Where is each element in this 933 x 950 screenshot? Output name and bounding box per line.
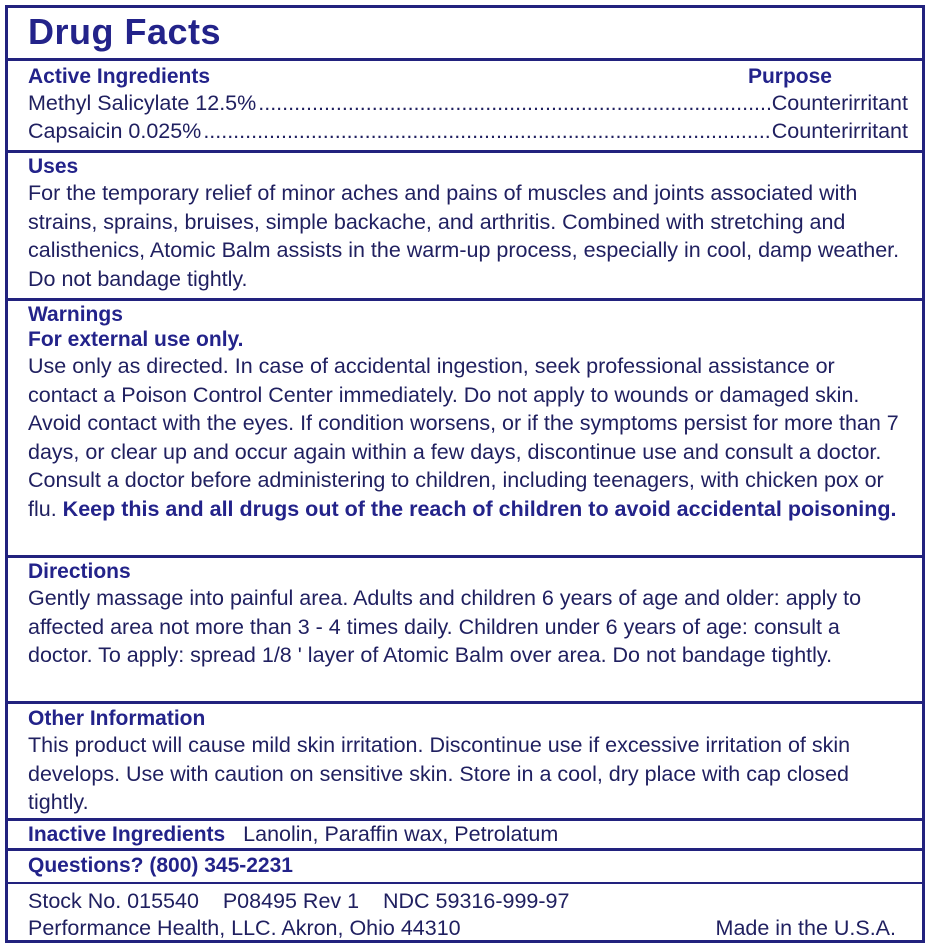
footer-section (8, 888, 922, 942)
revision: P08495 Rev 1 (222, 889, 360, 913)
directions-text: Gently massage into painful area. Adults and children 6 years of age and older: apply to affected area not more than 3 - 4 times daily. Children under 6 years of age: consult a doctor. To apply: spread 1/8 ' layer of Atomic Balm over area. Do not bandage tightly. (28, 586, 862, 667)
questions-divider (8, 882, 922, 884)
ndc-number: NDC 59316-999-97 (383, 889, 570, 913)
uses-divider (8, 298, 922, 301)
inactive-ingredients-section (8, 820, 922, 848)
inactive-ingredients-heading: Inactive Ingredients (28, 823, 226, 846)
ingredient-purpose: Counterirritant (771, 91, 908, 115)
warnings-text: Use only as directed. In case of accidental ingestion, seek professional assistance or contact a Poison Control Center immediately. Do not apply to wounds or damaged skin. Avoid contact with the eyes. If condition worsens, or if the symptoms persist for more than 7 days, or clear up and occur again within a few days, discontinue use and consult a doctor. Consult a doctor before administering to children, including teenagers, with chicken pox or flu. (28, 354, 899, 521)
questions-section (8, 851, 922, 881)
directions-section (8, 559, 922, 670)
active-divider (8, 150, 922, 153)
active-ingredients-section (8, 64, 922, 145)
warnings-body (28, 352, 908, 523)
page-title: Drug Facts (28, 11, 222, 52)
drug-facts-panel (5, 5, 925, 943)
leader-dots (203, 117, 769, 145)
ingredient-name: Methyl Salicylate 12.5% (28, 91, 257, 115)
made-in: Made in the U.S.A. (715, 916, 896, 940)
warnings-section (8, 302, 922, 523)
other-information-heading: Other Information (28, 707, 206, 730)
ingredient-purpose: Counterirritant (771, 119, 908, 143)
other-information-text: This product will cause mild skin irritation. Discontinue use if excessive irritation of skin develops. Use with caution on sensitive skin. Store in a cool, dry place with cap closed tightly. (28, 733, 851, 814)
warnings-subheading: For external use only. (28, 328, 244, 351)
other-information-section (8, 706, 922, 817)
warnings-heading: Warnings (28, 303, 123, 326)
questions-heading: Questions? (28, 854, 144, 877)
directions-heading: Directions (28, 560, 131, 583)
title-section (8, 10, 922, 54)
warnings-divider (8, 555, 922, 558)
purpose-heading: Purpose (747, 65, 832, 88)
directions-divider (8, 701, 922, 704)
uses-text: For the temporary relief of minor aches and pains of muscles and joints associated with strains, sprains, bruises, simple backache, and arthritis. Combined with stretching and calisthenics, Atomic Balm assists in the warm-up process, especially in cool, damp weather. Do not bandage tightly. (28, 181, 900, 291)
stock-number: Stock No. 015540 (28, 889, 199, 913)
warnings-emphasis: Keep this and all drugs out of the reach of children to avoid accidental poisoning. (62, 496, 897, 521)
leader-dots (258, 89, 770, 117)
ingredient-row (28, 89, 908, 117)
footer-line-1 (28, 888, 908, 915)
company-address: Performance Health, LLC. Akron, Ohio 44310 (28, 916, 461, 940)
uses-heading: Uses (28, 155, 79, 178)
inactive-ingredients-text: Lanolin, Paraffin wax, Petrolatum (243, 822, 559, 846)
ingredient-row (28, 117, 908, 145)
ingredient-name: Capsaicin 0.025% (28, 119, 202, 143)
footer-line-2 (28, 915, 908, 942)
active-ingredients-heading: Active Ingredients (28, 65, 211, 88)
title-divider (8, 58, 922, 61)
questions-phone: (800) 345-2231 (149, 854, 293, 877)
uses-section (8, 154, 922, 293)
